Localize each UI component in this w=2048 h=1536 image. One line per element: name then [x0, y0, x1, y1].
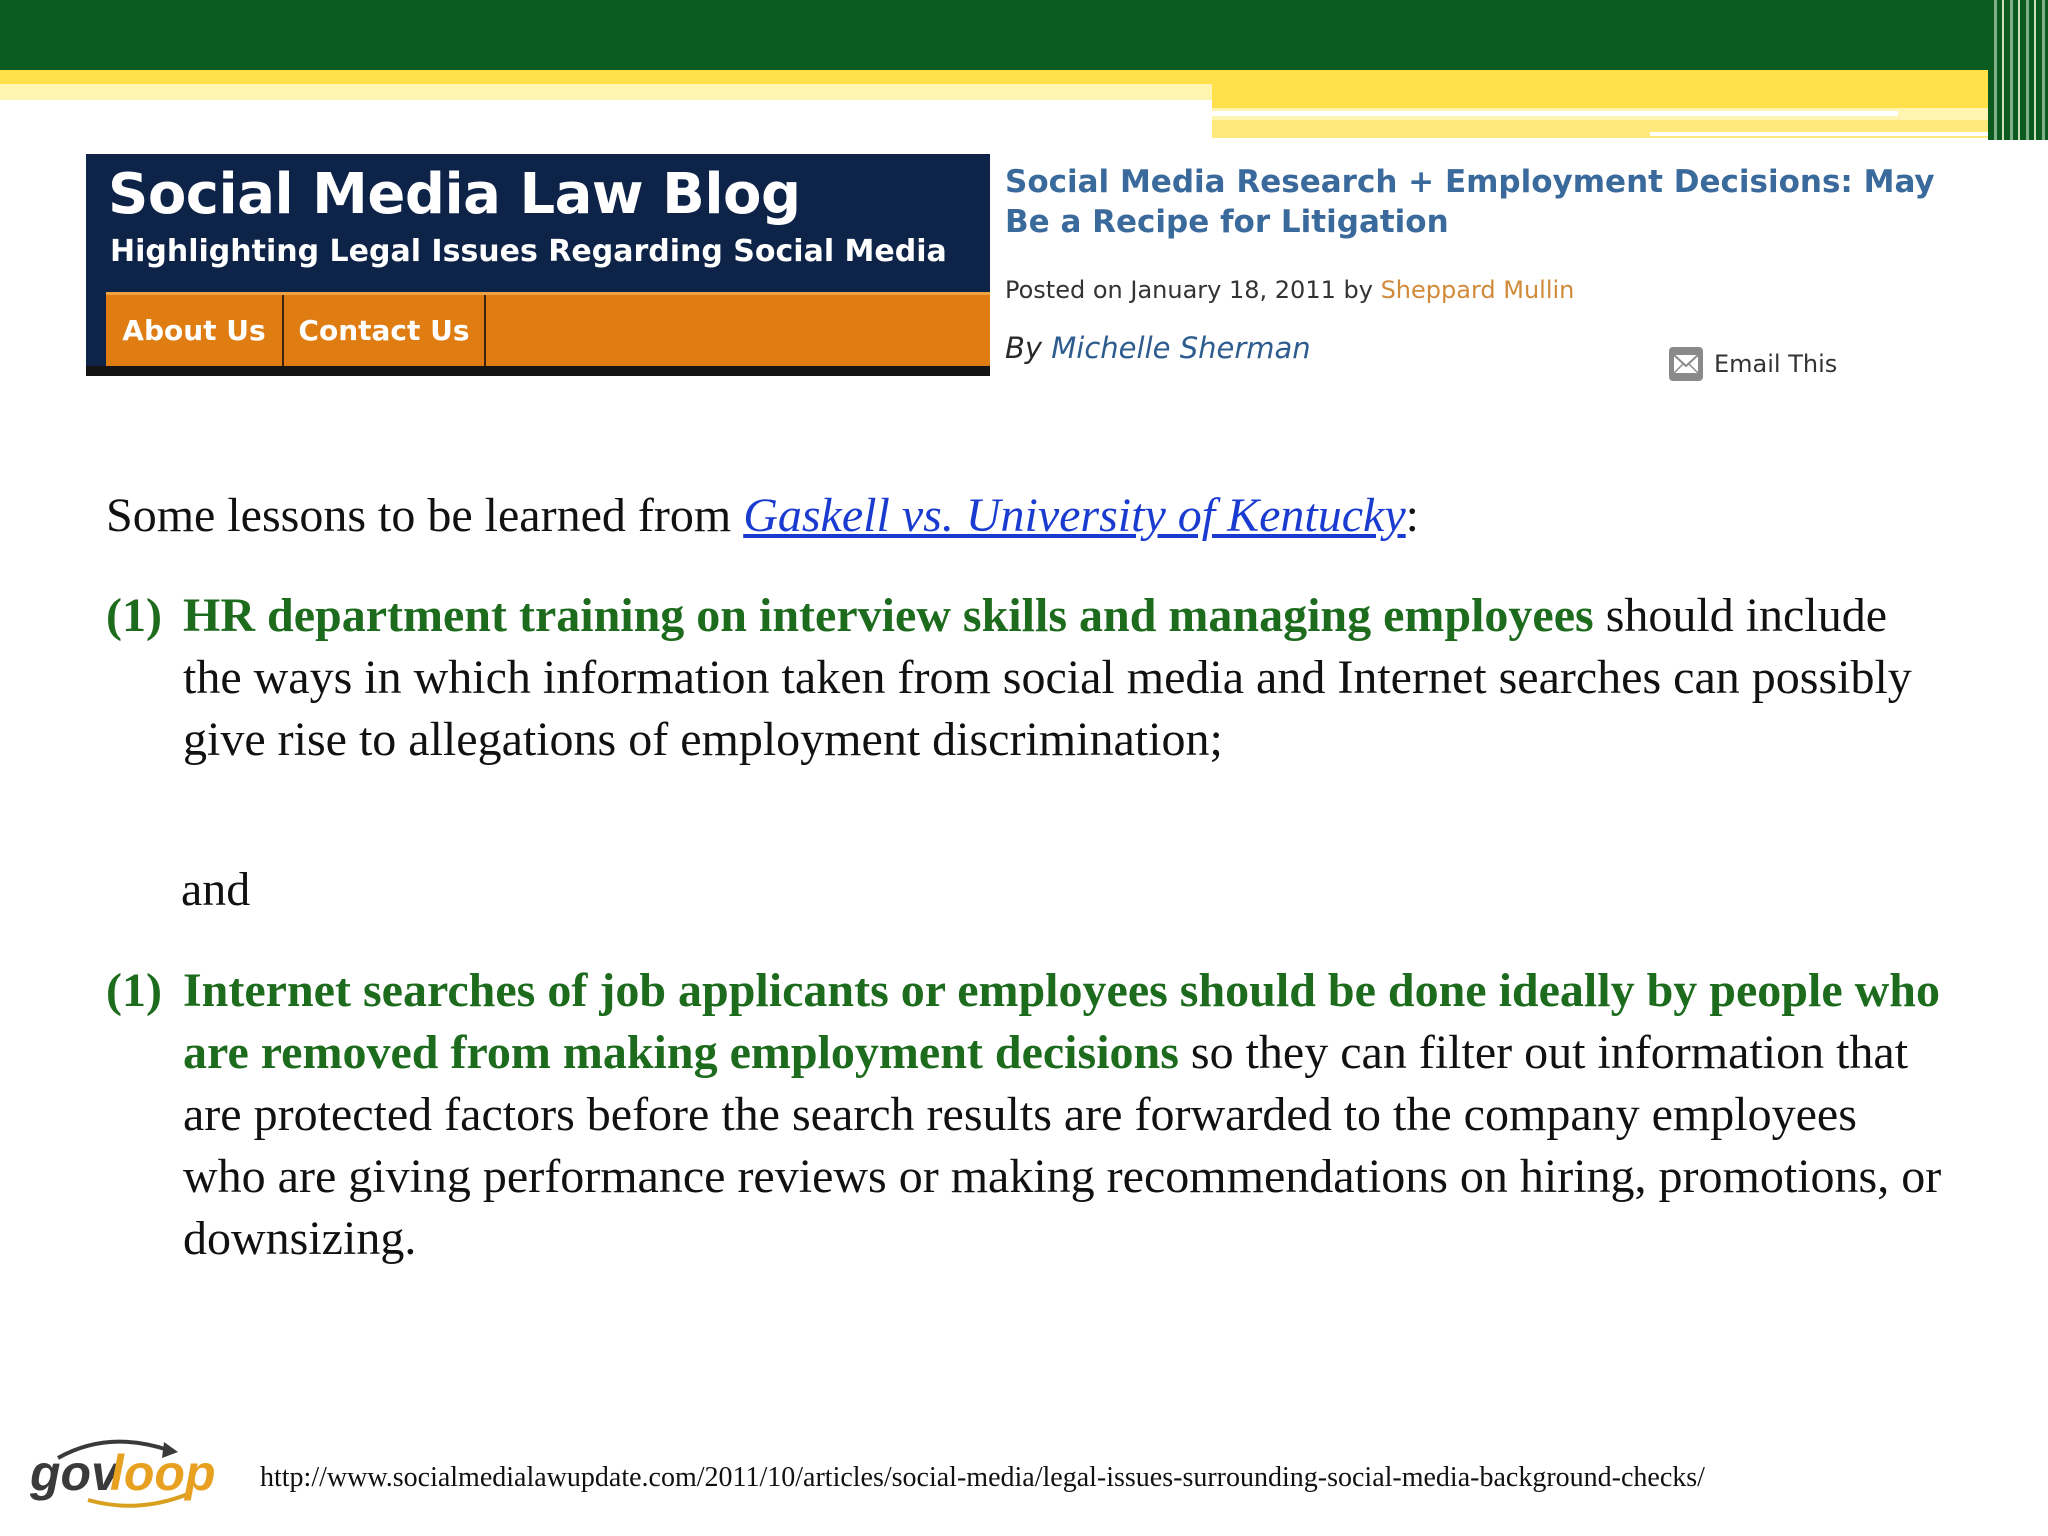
source-url[interactable]: http://www.socialmedialawupdate.com/2011/10/articles/social-media/legal-issues-surrounding-social-media-background-checks/	[260, 1462, 1705, 1493]
yellow-accent-bar-light	[0, 84, 1212, 100]
top-green-bar	[0, 0, 2048, 70]
email-this-link[interactable]	[1668, 346, 1837, 382]
byline-prefix: By	[1005, 331, 1052, 365]
envelope-icon	[1668, 346, 1704, 382]
list-item	[106, 585, 1946, 771]
nav-contact-us[interactable]: Contact Us	[298, 314, 470, 347]
post-meta	[1005, 276, 1574, 304]
lead-prefix: Some lessons to be learned from	[106, 489, 744, 542]
nav-separator	[484, 295, 486, 367]
item-body	[183, 585, 1946, 771]
svg-text:loop: loop	[110, 1445, 216, 1501]
connector-text: and	[181, 863, 251, 916]
blog-title: Social Media Law Blog	[108, 162, 801, 227]
post-date-text: Posted on January 18, 2011 by	[1005, 276, 1381, 304]
item-text: should include the ways in which information taken from social media and Internet searches can possibly give rise to allegations of employment discrimination;	[183, 589, 1912, 766]
yellow-accent-bar-right	[1212, 84, 2048, 108]
blog-nav-bar	[106, 292, 990, 367]
nav-about-us[interactable]: About Us	[122, 314, 266, 347]
blog-header-screenshot	[86, 154, 990, 376]
lead-sentence	[106, 488, 1419, 543]
corner-stripes	[1988, 0, 2048, 140]
case-link[interactable]: Gaskell vs. University of Kentucky	[743, 489, 1406, 542]
blog-tagline: Highlighting Legal Issues Regarding Social Media	[110, 234, 947, 269]
blog-header-bottom-border	[86, 366, 990, 376]
item-number: (1)	[106, 589, 162, 642]
govloop-logo	[28, 1428, 218, 1510]
lead-suffix: :	[1405, 489, 1420, 542]
post-byline	[1005, 331, 1311, 365]
post-title-link[interactable]: Social Media Research + Employment Decisions: May Be a Recipe for Litigation	[1005, 164, 1935, 240]
list-item	[106, 960, 1946, 1270]
item-number: (1)	[106, 964, 162, 1017]
byline-author-link[interactable]: Michelle Sherman	[1051, 331, 1311, 365]
email-this-label: Email This	[1714, 350, 1838, 378]
item-highlight: Internet searches of job applicants or employees should be done ideally by people who are removed from making employment decisions	[183, 964, 1940, 1079]
item-highlight: HR department training on interview skills and managing employees	[183, 589, 1594, 642]
yellow-accent-bar	[0, 70, 2048, 84]
post-author-link[interactable]: Sheppard Mullin	[1380, 276, 1575, 304]
item-text: so they can filter out information that are protected factors before the search results are forwarded to the company employees who are giving performance reviews or making recommendations on hiring, promotions, or downsizing.	[183, 1026, 1942, 1265]
white-accent-line	[1212, 111, 1898, 116]
item-body	[183, 960, 1946, 1270]
svg-text:gov: gov	[30, 1445, 119, 1501]
